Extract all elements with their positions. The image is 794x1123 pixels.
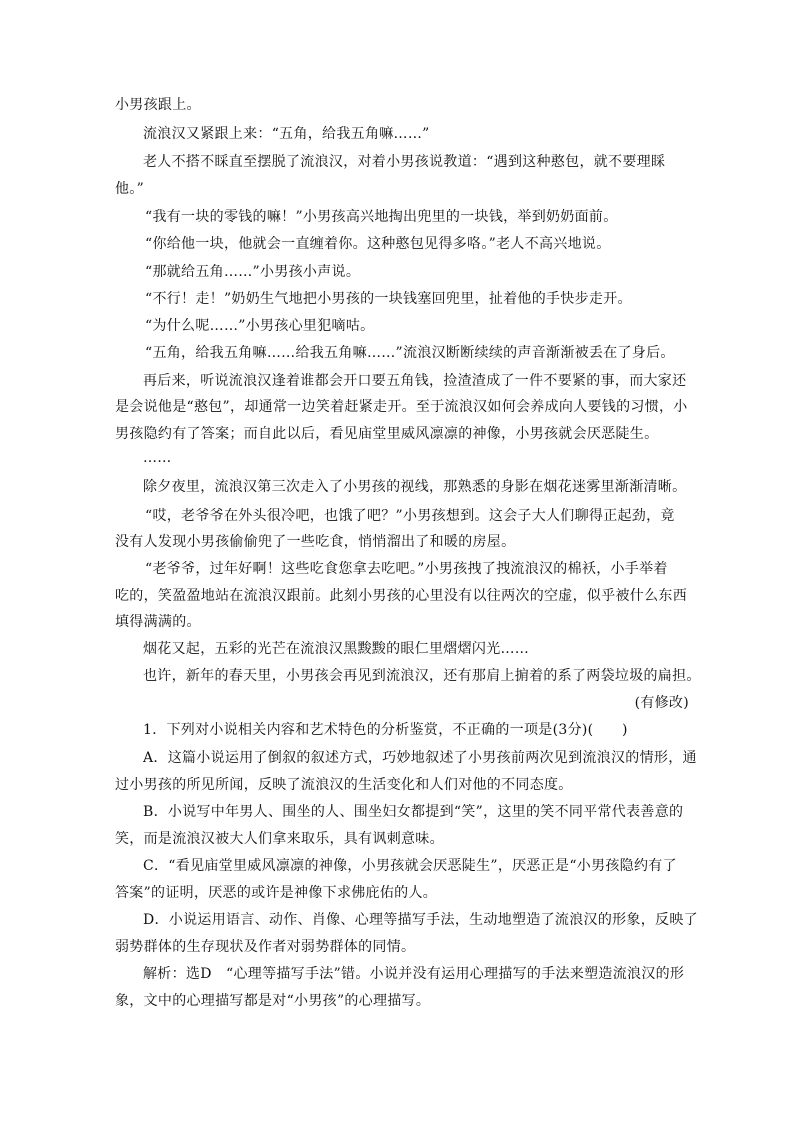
text-line: 烟花又起，五彩的光芒在流浪汉黑黢黢的眼仁里熠熠闪光…… (143, 641, 530, 657)
option-line: 笑，而是流浪汉被大人们拿来取乐，具有讽刺意味。 (115, 831, 444, 847)
text-line: “我有一块的零钱的嘛！”小男孩高兴地掏出兜里的一块钱，举到奶奶面前。 (145, 209, 618, 225)
question-stem: 1．下列对小说相关内容和艺术特色的分析鉴赏，不正确的一项是(3分)( ) (143, 722, 628, 738)
option-line: 答案”的证明，厌恶的或许是神像下求佛庇佑的人。 (115, 885, 438, 901)
option-line: D．小说运用语言、动作、肖像、心理等描写手法，生动地塑造了流浪汉的形象，反映了 (143, 912, 698, 928)
text-line: 填得满满的。 (115, 614, 201, 630)
text-line: “你给他一块，他就会一直缠着你。这种憨包见得多咯。”老人不高兴地说。 (145, 236, 611, 252)
text-line: 是会说他是“憨包”，却通常一边笑着赶紧走开。至于流浪汉如何会养成向人要钱的习惯，小 (115, 399, 688, 415)
text-line: 流浪汉又紧跟上来：“五角，给我五角嘛……” (143, 126, 430, 142)
text-line: 老人不搭不睬直至摆脱了流浪汉，对着小男孩说教道：“遇到这种憨包，就不要理睬 (143, 154, 666, 170)
text-line: “哎，老爷爷在外头很冷吧，也饿了吧？”小男孩想到。这会子大人们聊得正起劲，竟 (145, 508, 675, 524)
option-line: 过小男孩的所见所闻，反映了流浪汉的生活变化和人们对他的不同态度。 (115, 777, 573, 793)
text-line: 小男孩跟上。 (115, 97, 201, 113)
option-line: A．这篇小说运用了倒叙的叙述方式，巧妙地叙述了小男孩前两次见到流浪汉的情形，通 (143, 750, 697, 766)
text-line: “为什么呢……”小男孩心里犯嘀咕。 (145, 318, 375, 334)
option-line: C．“看见庙堂里威风凛凛的神像，小男孩就会厌恶陡生”，厌恶正是“小男孩隐约有了 (143, 858, 677, 874)
text-line: 男孩隐约有了答案；而自此以后，看见庙堂里威风凛凛的神像，小男孩就会厌恶陡生。 (115, 426, 659, 442)
text-line: …… (143, 450, 172, 466)
text-line: 再后来，听说流浪汉逢着谁都会开口要五角钱，捡渣渣成了一件不要紧的事，而大家还 (143, 373, 687, 389)
text-line: “那就给五角……”小男孩小声说。 (145, 264, 361, 280)
text-line: 也许，新年的春天里，小男孩会再见到流浪汉，还有那肩上掮着的系了两袋垃圾的扁担。 (143, 668, 701, 684)
text-line: 吃的，笑盈盈地站在流浪汉跟前。此刻小男孩的心里没有以往两次的空虚，似乎被什么东西 (115, 588, 687, 604)
text-line: “五角，给我五角嘛……给我五角嘛……”流浪汉断断续续的声音渐渐被丢在了身后。 (145, 345, 675, 361)
text-line: 他。” (115, 181, 145, 197)
analysis-line: 象，文中的心理描写都是对“小男孩”的心理描写。 (115, 993, 431, 1009)
text-line: “老爷爷，过年好啊！这些吃食您拿去吃吧。”小男孩拽了拽流浪汉的棉袄，小手举着 (145, 561, 668, 577)
text-line: 除夕夜里，流浪汉第三次走入了小男孩的视线，那熟悉的身影在烟花迷雾里渐渐清晰。 (143, 479, 687, 495)
text-line: “不行！走！”奶奶生气地把小男孩的一块钱塞回兜里，扯着他的手快步走开。 (145, 291, 632, 307)
option-line: 弱势群体的生存现状及作者对弱势群体的同情。 (115, 939, 416, 955)
analysis-line: 解析：选D “心理等描写手法”错。小说并没有运用心理描写的手法来塑造流浪汉的形 (143, 966, 685, 982)
option-line: B．小说写中年男人、围坐的人、围坐妇女都提到“笑”，这里的笑不同平常代表善意的 (143, 804, 684, 820)
text-line: 没有人发现小男孩偷偷兜了一些吃食，悄悄溜出了和暖的房屋。 (115, 534, 516, 550)
source-note: (有修改) (634, 695, 689, 711)
